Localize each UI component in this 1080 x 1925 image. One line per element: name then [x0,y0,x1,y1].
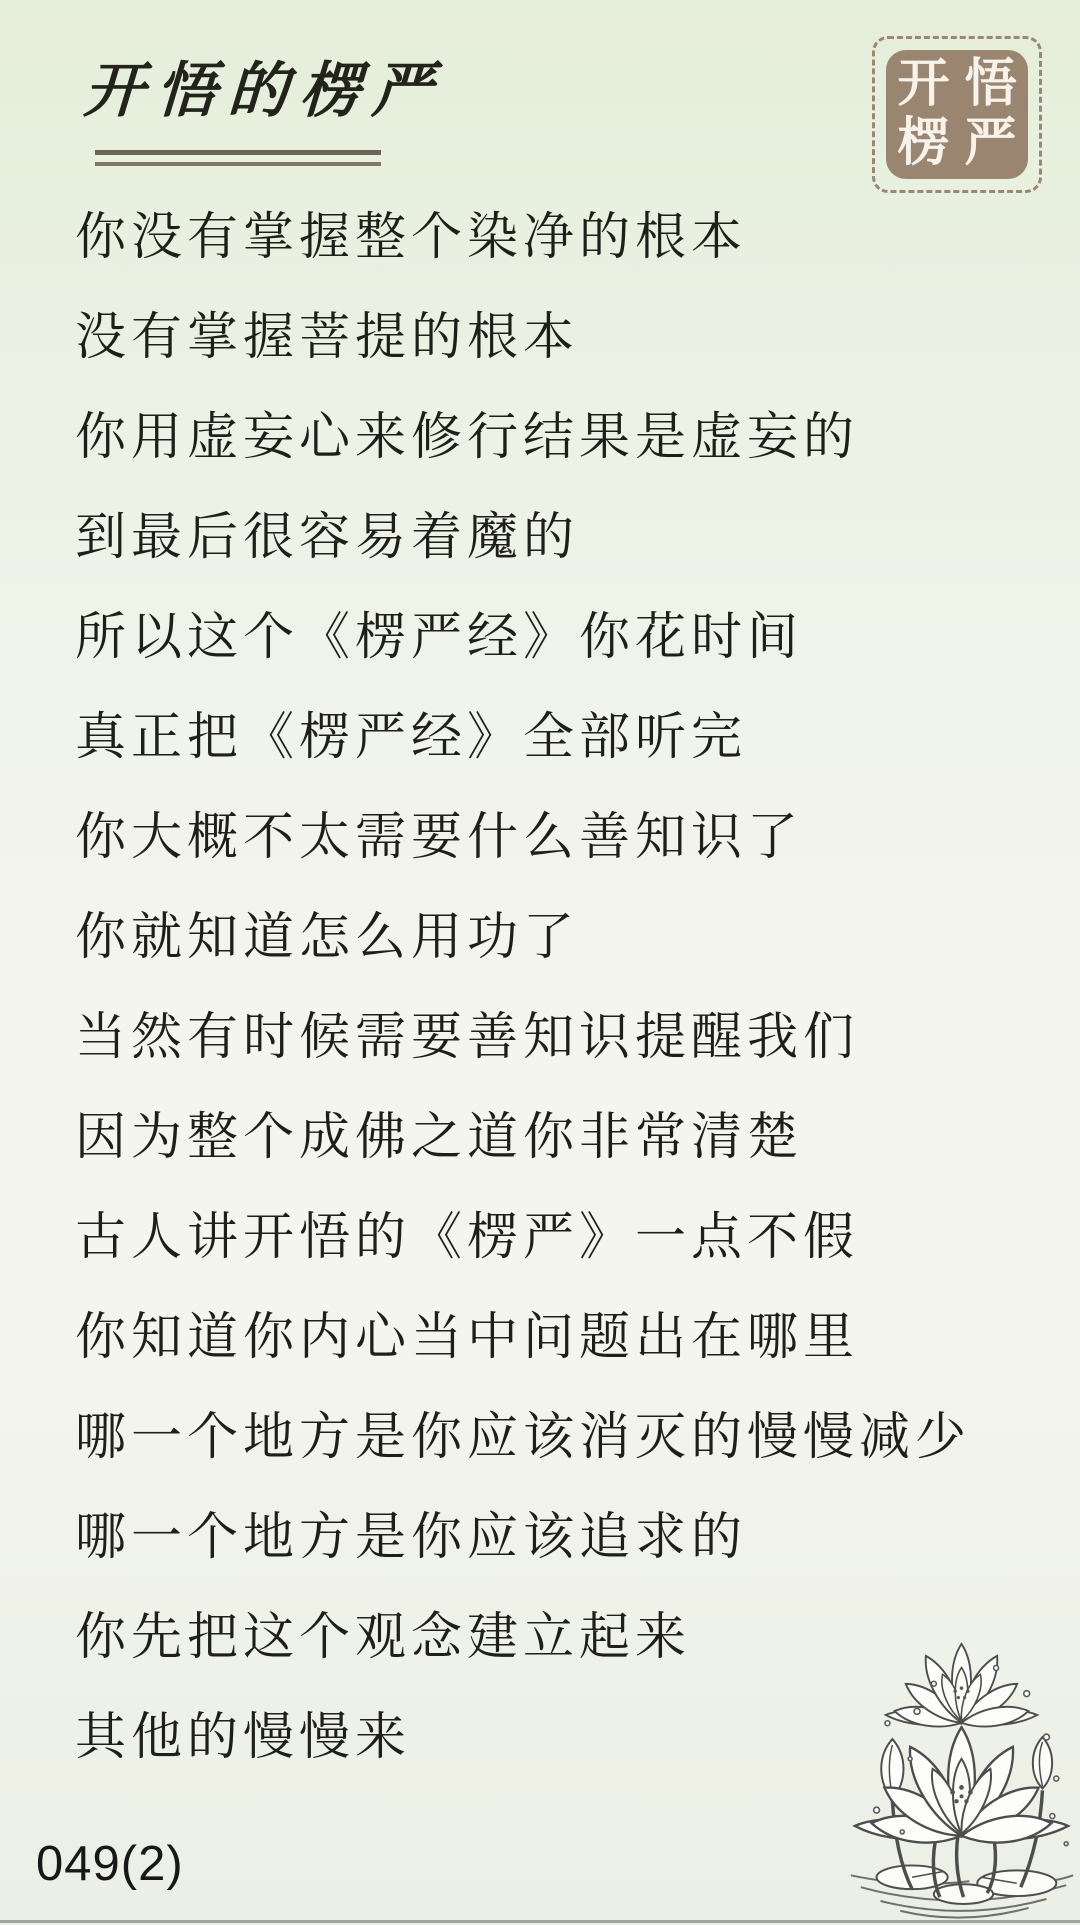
body-line: 你大概不太需要什么善知识了 [75,810,804,866]
body-line: 古人讲开悟的《楞严》一点不假 [75,1210,860,1266]
body-line: 你就知道怎么用功了 [75,910,580,966]
title-underline [95,150,381,166]
right-bud [1033,1737,1052,1788]
body-line: 哪一个地方是你应该追求的 [75,1510,748,1566]
body-line: 你没有掌握整个染净的根本 [75,210,748,266]
upper-blossom [886,1644,1038,1732]
bottom-border-line [0,1920,1080,1923]
body-line: 你先把这个观念建立起来 [75,1610,692,1666]
body-line: 到最后很容易着魔的 [75,510,580,566]
body-line: 没有掌握菩提的根本 [75,310,580,366]
seal-char-kai: 开 [897,56,950,114]
body-line: 真正把《楞严经》全部听完 [75,710,748,766]
body-line: 当然有时候需要善知识提醒我们 [75,1010,860,1066]
page-title: 开悟的楞严 [82,58,446,124]
body-line: 你用虚妄心来修行结果是虚妄的 [75,410,860,466]
body-line: 其他的慢慢来 [75,1710,412,1766]
seal-char-wu: 悟 [964,56,1017,114]
body-line: 因为整个成佛之道你非常清楚 [75,1110,804,1166]
seal-stamp [872,36,1042,193]
body-line: 所以这个《楞严经》你花时间 [75,610,804,666]
page-number: 049(2) [36,1837,184,1891]
seal-stamp-inner [886,50,1028,179]
seal-char-leng: 楞 [897,114,950,172]
body-line: 哪一个地方是你应该消灭的慢慢减少 [75,1410,972,1466]
body-line: 你知道你内心当中问题出在哪里 [75,1310,860,1366]
body-text [75,182,1075,1782]
seal-char-yan: 严 [964,114,1017,172]
lotus-illustration [843,1640,1080,1923]
